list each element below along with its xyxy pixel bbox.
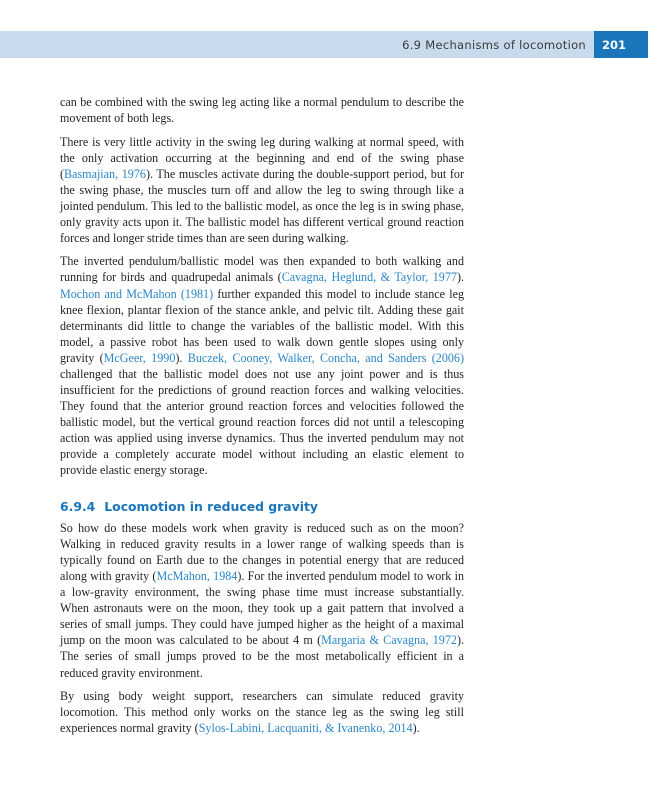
citation-link[interactable]: McMahon, 1984	[156, 569, 238, 584]
section-title: Locomotion in reduced gravity	[104, 499, 318, 515]
citation-link[interactable]: Buczek, Cooney, Walker, Concha, and Sanders (2006)	[187, 350, 465, 365]
citation-link[interactable]: McGeer, 1990	[103, 350, 176, 365]
citation-link[interactable]: Basmajian, 1976	[64, 167, 146, 182]
citation-link[interactable]: Margaria & Cavagna, 1972	[321, 633, 457, 648]
section-heading	[60, 498, 464, 515]
body-text	[60, 94, 464, 743]
paragraph: The inverted pendulum/ballistic model was then expanded to both walking and running for birds and quadrupedal animals (Cavagna, Heglund, & Taylor, 1977). Mochon and McMahon (1981) further expanded this model to include stance leg knee flexion, plantar flexion of the stance ankle, and pelvic tilt. Adding these gait determinants did little to change the variables of the ballistic model. With this model, a passive robot has been used to walk down gentle slopes using only gravity (McGeer, 1990). Buczek, Cooney, Walker, Concha, and Sanders (2006) challenged that the ballistic model does not use any joint power and is thus insufficient for the predictions of ground reaction forces and walking velocities. They found that the anterior ground reaction forces and velocities followed the ballistic model, but the vertical ground reaction forces did not until a telescoping action was applied using inverse dynamics. Thus the inverted pendulum may not provide a completely accurate model without including an elastic element to provide elastic energy storage.	[60, 254, 465, 478]
running-header-title: 6.9 Mechanisms of locomotion	[402, 38, 586, 52]
paragraph: There is very little activity in the swing leg during walking at normal speed, with the only activation occurring at the beginning and end of the swing phase (Basmajian, 1976). The muscles activate during the double-support period, but for the swing phase, the muscles turn off and allow the leg to swing through like a jointed pendulum. This led to the ballistic model, as once the leg is in swing phase, only gravity acts upon it. The ballistic model has different vertical ground reaction forces and longer stride times than are seen during walking.	[60, 135, 464, 246]
section-number: 6.9.4	[60, 499, 96, 515]
paragraph: So how do these models work when gravity is reduced such as on the moon? Walking in reduced gravity results in a lower range of walking speeds than is typically found on Earth due to the changes in potential energy that are reduced along with gravity (McMahon, 1984). For the inverted pendulum model to work in a low-gravity environment, the swing phase time must increase substantially. When astronauts were on the moon, they took up a gait pattern that involved a series of small jumps. They could have jumped higher as the height of a maximal jump on the moon was calculated to be about 4 m (Margaria & Cavagna, 1972). The series of small jumps proved to be the most metabolically efficient in a reduced gravity environment.	[60, 521, 465, 680]
citation-link[interactable]: Cavagna, Heglund, & Taylor, 1977	[281, 270, 457, 285]
paragraph: can be combined with the swing leg acting like a normal pendulum to describe the movement of both legs.	[60, 95, 464, 126]
citation-link[interactable]: Sylos-Labini, Lacquaniti, & Ivanenko, 2014	[198, 720, 413, 735]
paragraph: By using body weight support, researchers can simulate reduced gravity locomotion. This method only works on the stance leg as the swing leg still experiences normal gravity (Sylos-Labini, Lacquaniti, & Ivanenko, 2014).	[60, 688, 464, 735]
citation-link[interactable]: Mochon and McMahon (1981)	[60, 286, 214, 301]
page-number: 201	[594, 31, 648, 58]
